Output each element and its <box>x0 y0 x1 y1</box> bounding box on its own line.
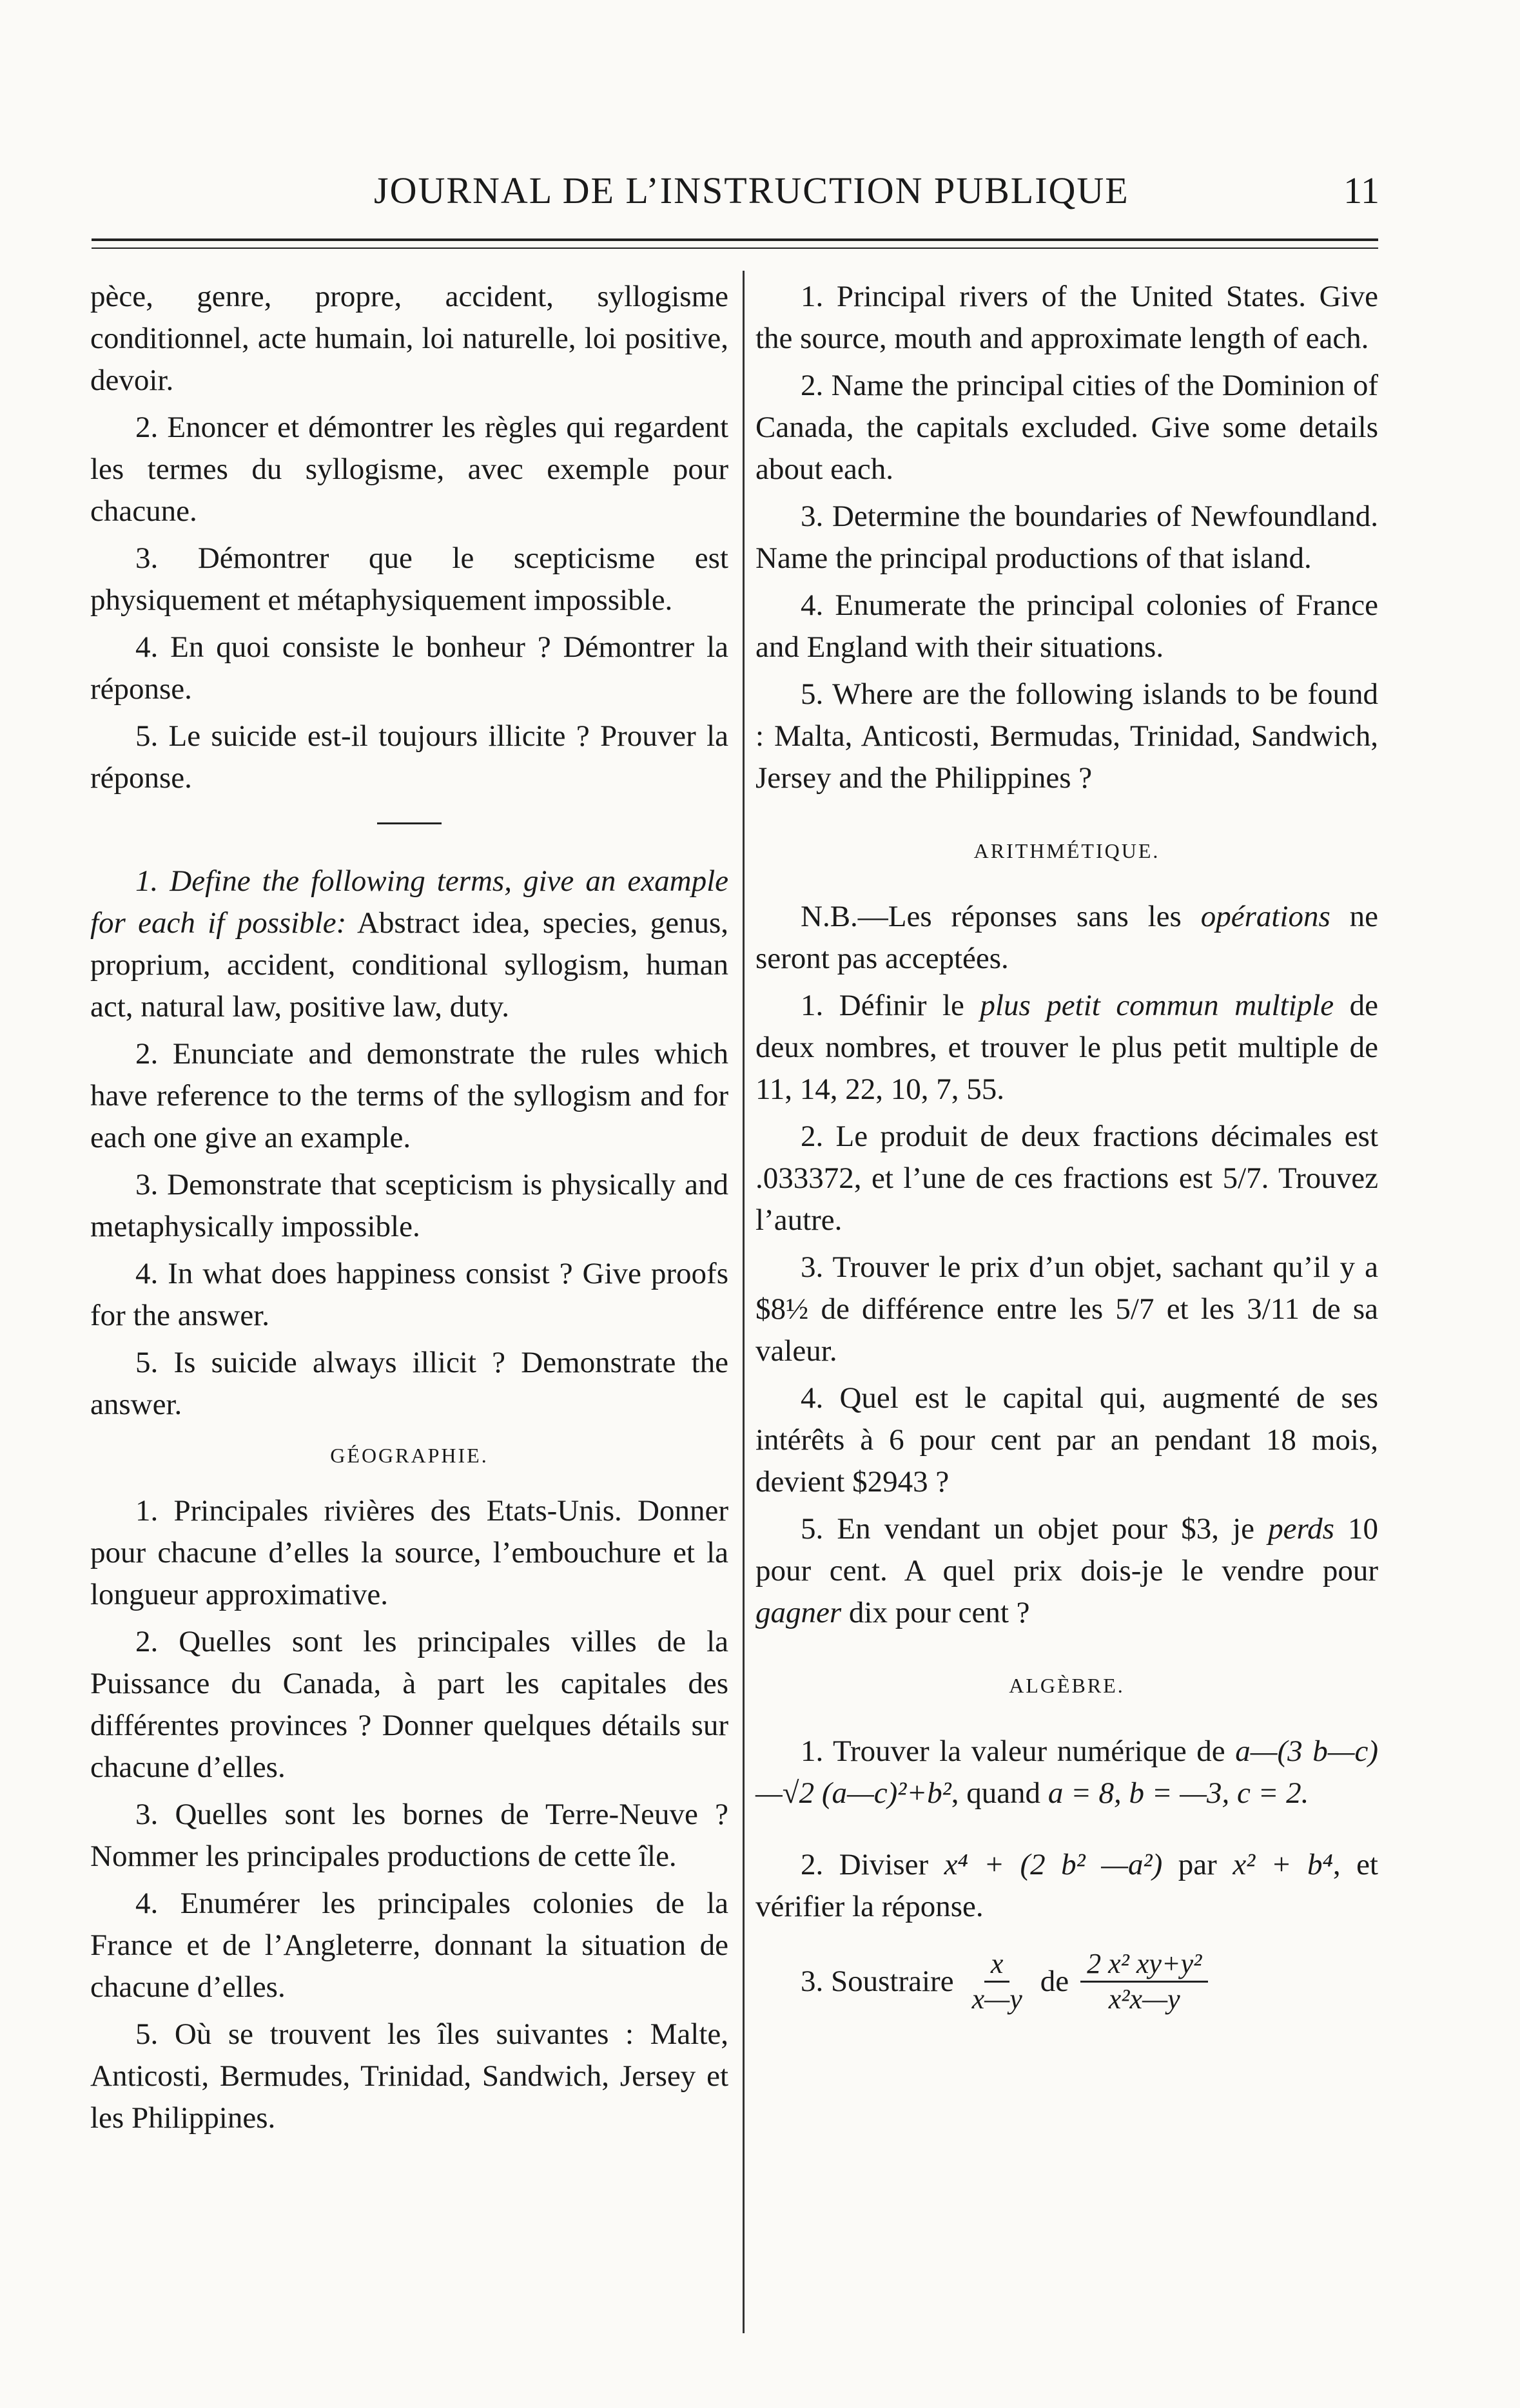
header-rule-thick <box>92 238 1378 241</box>
geographie-q1: 1. Principales rivières des Etats-Unis. Donner pour chacune d’elles la source, l’embouchure et la longueur approximative. <box>90 1494 728 1611</box>
arithmetique-q1 <box>755 985 1378 1111</box>
section-heading-geographie: GÉOGRAPHIE. <box>330 1444 489 1467</box>
geography-en-q1: 1. Principal rivers of the United States. Give the source, mouth and approximate length of each. <box>755 280 1378 355</box>
alg3-fraction-2 <box>1080 1947 1208 2016</box>
section-heading-algebre: ALGÈBRE. <box>1009 1674 1125 1697</box>
running-header <box>90 169 1379 220</box>
philosophy-en-q5: 5. Is suicide always illicit ? Demonstrate the answer. <box>90 1346 728 1421</box>
philosophy-fr-q2: 2. Enoncer et démontrer les règles qui regardent les termes du syllogisme, avec exemple pour chacune. <box>90 411 728 528</box>
column-divider <box>743 271 745 2333</box>
philosophy-en-q3: 3. Demonstrate that scepticism is physically and metaphysically impossible. <box>90 1168 728 1243</box>
geography-en-q4: 4. Enumerate the principal colonies of France and England with their situations. <box>755 588 1378 664</box>
geographie-q4: 4. Enumérer les principales colonies de la France et de l’Angleterre, donnant la situation de chacune d’elles. <box>90 1887 728 2004</box>
a1-text-c: de deux nombres, et trouver le plus petit multiple de 11, 14, 22, 10, 7, 55. <box>755 989 1378 1106</box>
philosophy-en-q4: 4. In what does happiness consist ? Give proofs for the answer. <box>90 1257 728 1332</box>
arithmetique-q5 <box>755 1508 1378 1634</box>
a1-text-italic: plus petit commun multiple <box>980 989 1334 1022</box>
alg1-text-a: 1. Trouver la valeur numérique de <box>801 1734 1236 1768</box>
alg3-fraction-1 <box>966 1947 1029 2016</box>
alg2-dividend: x⁴ + (2 b² —a²) <box>944 1848 1163 1881</box>
alg1-text-c: , quand <box>951 1776 1048 1810</box>
note-text-italic: opérations <box>1200 900 1330 933</box>
left-column <box>90 276 728 2144</box>
geographie-q5: 5. Où se trouvent les îles suivantes : Malte, Anticosti, Bermudes, Trinidad, Sandwich, Jersey et les Philippines. <box>90 2017 728 2135</box>
algebre-q3 <box>755 1947 1378 2016</box>
alg2-divisor: x² + b⁴ <box>1233 1848 1333 1881</box>
philosophy-fr-q5: 5. Le suicide est-il toujours illicite ? Prouver la réponse. <box>90 719 728 795</box>
algebre-q1 <box>755 1731 1378 1814</box>
geographie-q2: 2. Quelles sont les principales villes de la Puissance du Canada, à part les capitales des différentes provinces ? Donner quelques détails sur chacune d’elles. <box>90 1625 728 1784</box>
alg3-label: 3. Soustraire <box>801 1965 954 1998</box>
philosophy-en-q1-text: Abstract idea, species, genus, proprium, accident, conditional syllogism, human act, natural law, positive law, duty. <box>90 906 728 1024</box>
philosophy-fr-q1-continued: pèce, genre, propre, accident, syllogisme conditionnel, acte humain, loi naturelle, loi positive, devoir. <box>90 280 728 397</box>
note-text-c: ne seront pas acceptées. <box>755 900 1378 975</box>
philosophy-en-q1-italic: 1. Define the following terms, give an example for each if possible: <box>90 864 728 940</box>
header-rule-thin <box>92 248 1378 249</box>
alg1-values: a = 8, b = —3, c = 2. <box>1047 1776 1309 1810</box>
a5-text-a: 5. En vendant un objet pour $3, je <box>801 1512 1269 1546</box>
journal-title: JOURNAL DE L’INSTRUCTION PUBLIQUE <box>374 170 1129 211</box>
arithmetique-q2: 2. Le produit de deux fractions décimales est .033372, et l’une de ces fractions est 5/7. Trouvez l’autre. <box>755 1120 1378 1237</box>
arithmetique-q3: 3. Trouver le prix d’un objet, sachant qu’il y a $8½ de différence entre les 5/7 et les 3/11 de sa valeur. <box>755 1250 1378 1368</box>
geography-en-q3: 3. Determine the boundaries of Newfoundland. Name the principal productions of that island. <box>755 500 1378 575</box>
a5-text-e: dix pour cent ? <box>841 1596 1030 1629</box>
philosophy-en-q1 <box>90 860 728 1028</box>
section-heading-arithmetique: ARITHMÉTIQUE. <box>973 839 1160 862</box>
philosophy-en-q2: 2. Enunciate and demonstrate the rules which have reference to the terms of the syllogism and for each one give an example. <box>90 1037 728 1154</box>
alg2-text-c: par <box>1162 1848 1233 1881</box>
page-number: 11 <box>1343 170 1379 211</box>
geographie-q3: 3. Quelles sont les bornes de Terre-Neuve ? Nommer les principales productions de cette île. <box>90 1798 728 1873</box>
right-column <box>755 276 1378 2016</box>
alg1-expression: a—(3 b—c)—√2 (a—c)²+b² <box>755 1734 1378 1810</box>
alg3-fraction-1-numerator: x <box>984 1947 1010 1983</box>
algebre-q2 <box>755 1844 1378 1928</box>
note-text-a: N.B.—Les réponses sans les <box>801 900 1201 933</box>
alg2-text-e: , et vérifier la réponse. <box>755 1848 1378 1923</box>
philosophy-fr-q3: 3. Démontrer que le scepticisme est physiquement et métaphysiquement impossible. <box>90 541 728 617</box>
geography-en-q2: 2. Name the principal cities of the Dominion of Canada, the capitals excluded. Give some details about each. <box>755 369 1378 486</box>
arithmetique-note <box>755 896 1378 980</box>
alg3-fraction-1-denominator: x—y <box>971 1983 1022 2015</box>
a5-text-c: 10 pour cent. A quel prix dois-je le vendre pour <box>755 1512 1378 1588</box>
geography-en-q5: 5. Where are the following islands to be found : Malta, Anticosti, Bermudas, Trinidad, Sandwich, Jersey and the Philippines ? <box>755 677 1378 795</box>
philosophy-fr-q4: 4. En quoi consiste le bonheur ? Démontrer la réponse. <box>90 630 728 706</box>
section-separator <box>377 822 442 824</box>
a1-text-a: 1. Définir le <box>801 989 980 1022</box>
alg3-fraction-2-denominator: x²x—y <box>1108 1983 1180 2015</box>
alg3-fraction-2-numerator: 2 x² xy+y² <box>1080 1947 1208 1983</box>
a5-text-gagner: gagner <box>755 1596 842 1629</box>
arithmetique-q4: 4. Quel est le capital qui, augmenté de ses intérêts à 6 pour cent par an pendant 18 mois, devient $2943 ? <box>755 1381 1378 1499</box>
alg2-text-a: 2. Diviser <box>801 1848 944 1881</box>
a5-text-perds: perds <box>1268 1512 1334 1546</box>
alg3-de: de <box>1040 1965 1069 1998</box>
